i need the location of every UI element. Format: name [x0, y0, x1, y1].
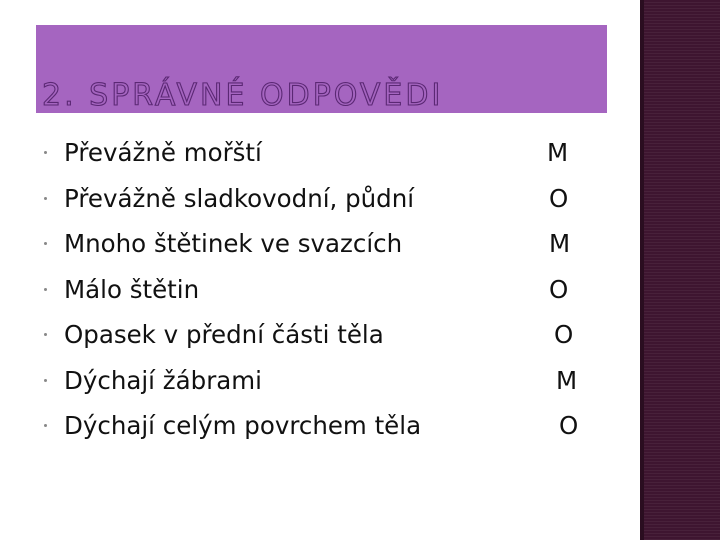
item-text: Dýchají žábrami — [64, 365, 262, 395]
list-item — [44, 221, 604, 267]
bullet-icon — [44, 197, 47, 200]
list-item — [44, 358, 604, 404]
item-text: Málo štětin — [64, 274, 200, 304]
bullet-icon — [44, 288, 47, 291]
item-answer: M — [556, 365, 578, 395]
item-answer: O — [549, 274, 569, 304]
item-text: Dýchají celým povrchem těla — [64, 411, 422, 440]
item-answer: O — [549, 183, 569, 213]
list-item — [44, 312, 604, 358]
item-answer: M — [549, 229, 571, 258]
bullet-icon — [44, 242, 47, 245]
item-answer: O — [559, 411, 579, 440]
bullet-icon — [44, 151, 47, 154]
list-item — [44, 176, 604, 222]
decorative-side-panel — [640, 0, 720, 540]
item-text: Opasek v přední části těla — [64, 320, 384, 349]
list-item — [44, 130, 604, 176]
list-item — [44, 403, 604, 449]
bullet-icon — [44, 379, 47, 382]
slide-title: 2. SPRÁVNÉ ODPOVĚDI — [42, 78, 444, 113]
item-text: Mnoho štětinek ve svazcích — [64, 229, 403, 258]
bullet-list — [44, 130, 604, 449]
bullet-icon — [44, 333, 47, 336]
item-text: Převážně mořští — [64, 138, 262, 167]
item-answer: M — [547, 138, 569, 167]
item-text: Převážně sladkovodní, půdní — [64, 183, 415, 213]
bullet-icon — [44, 424, 47, 427]
item-answer: O — [554, 320, 574, 349]
list-item — [44, 267, 604, 313]
